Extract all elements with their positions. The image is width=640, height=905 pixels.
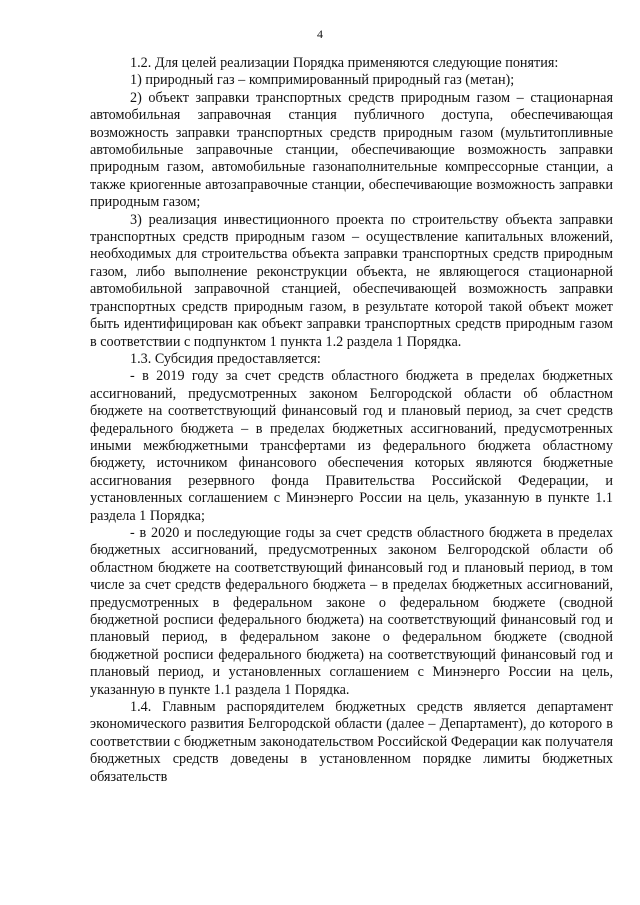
document-body <box>90 55 613 786</box>
paragraph-1-2: 1.2. Для целей реализации Порядка применяются следующие понятия: <box>130 55 559 71</box>
paragraph-1-4: 1.4. Главным распорядителем бюджетных средств является департамент экономического развития Белгородской области (далее – Департамент), до которого в соответствии с бюджетным законодательством Российской Федерации как получателя бюджетных средств доведены в установленном порядке лимиты бюджетных обязательств <box>90 699 613 785</box>
paragraph-1-3: 1.3. Субсидия предоставляется: <box>130 350 321 367</box>
definition-investment-project: 3) реализация инвестиционного проекта по строительству объекта заправки транспортных средств природным газом – осуществление капитальных вложений, необходимых для строительства объекта заправки транспортных средств природным газом, либо выполнение реконструкции объекта, не являющегося стационарной автомобильной заправочной станцией, обеспечивающей возможность заправки транспортных средств природным газом, в результате которой такой объект может быть идентифицирован как объект заправки транспортных средств природным газом в соответствии с подпунктом 1 пункта 1.2 раздела 1 Порядка. <box>90 211 613 350</box>
page-number: 4 <box>317 27 323 41</box>
subsidy-2019: - в 2019 году за счет средств областного бюджета в пределах бюджетных ассигнований, предусмотренных законом Белгородской области об областном бюджете на соответствующий финансовый год и плановый период, за счет средств федерального бюджета – в пределах бюджетных ассигнований, предусмотренных иными межбюджетными трансфертами из федерального бюджета областному бюджету, источником финансового обеспечения которых являются бюджетные ассигнования резервного фонда Правительства Российской Федерации, и установленных соглашением с Минэнерго России на цель, указанную в пункте 1.1 раздела 1 Порядка; <box>90 368 613 524</box>
definition-refueling-object: 2) объект заправки транспортных средств природным газом – стационарная автомобильная заправочная станция публичного доступа, обеспечивающая возможность заправки транспортных средств природным газом (мультитопливные автомобильные заправочные станции, обеспечивающие возможность заправки природным газом, автомобильные газонаполнительные компрессорные станции, а также криогенные автозаправочные станции, обеспечивающие возможность заправки природным газом; <box>90 89 613 211</box>
subsidy-2020: - в 2020 и последующие годы за счет средств областного бюджета в пределах бюджетных ассигнований, предусмотренных законом Белгородской области об областном бюджете на соответствующий финансовый год и плановый период, в том числе за счет средств федерального бюджета – в пределах бюджетных ассигнований, предусмотренных в федеральном законе о федеральном бюджете (сводной бюджетной росписи федерального бюджета) на соответствующий финансовый год и плановый период, в федеральном законе о федеральном бюджете (сводной бюджетной росписи федерального бюджета) на соответствующий финансовый год и плановый период, и установленных соглашением с Минэнерго России на цель, указанную в пункте 1.1 раздела 1 Порядка. <box>90 524 613 698</box>
definition-natural-gas: 1) природный газ – компримированный природный газ (метан); <box>130 72 515 89</box>
